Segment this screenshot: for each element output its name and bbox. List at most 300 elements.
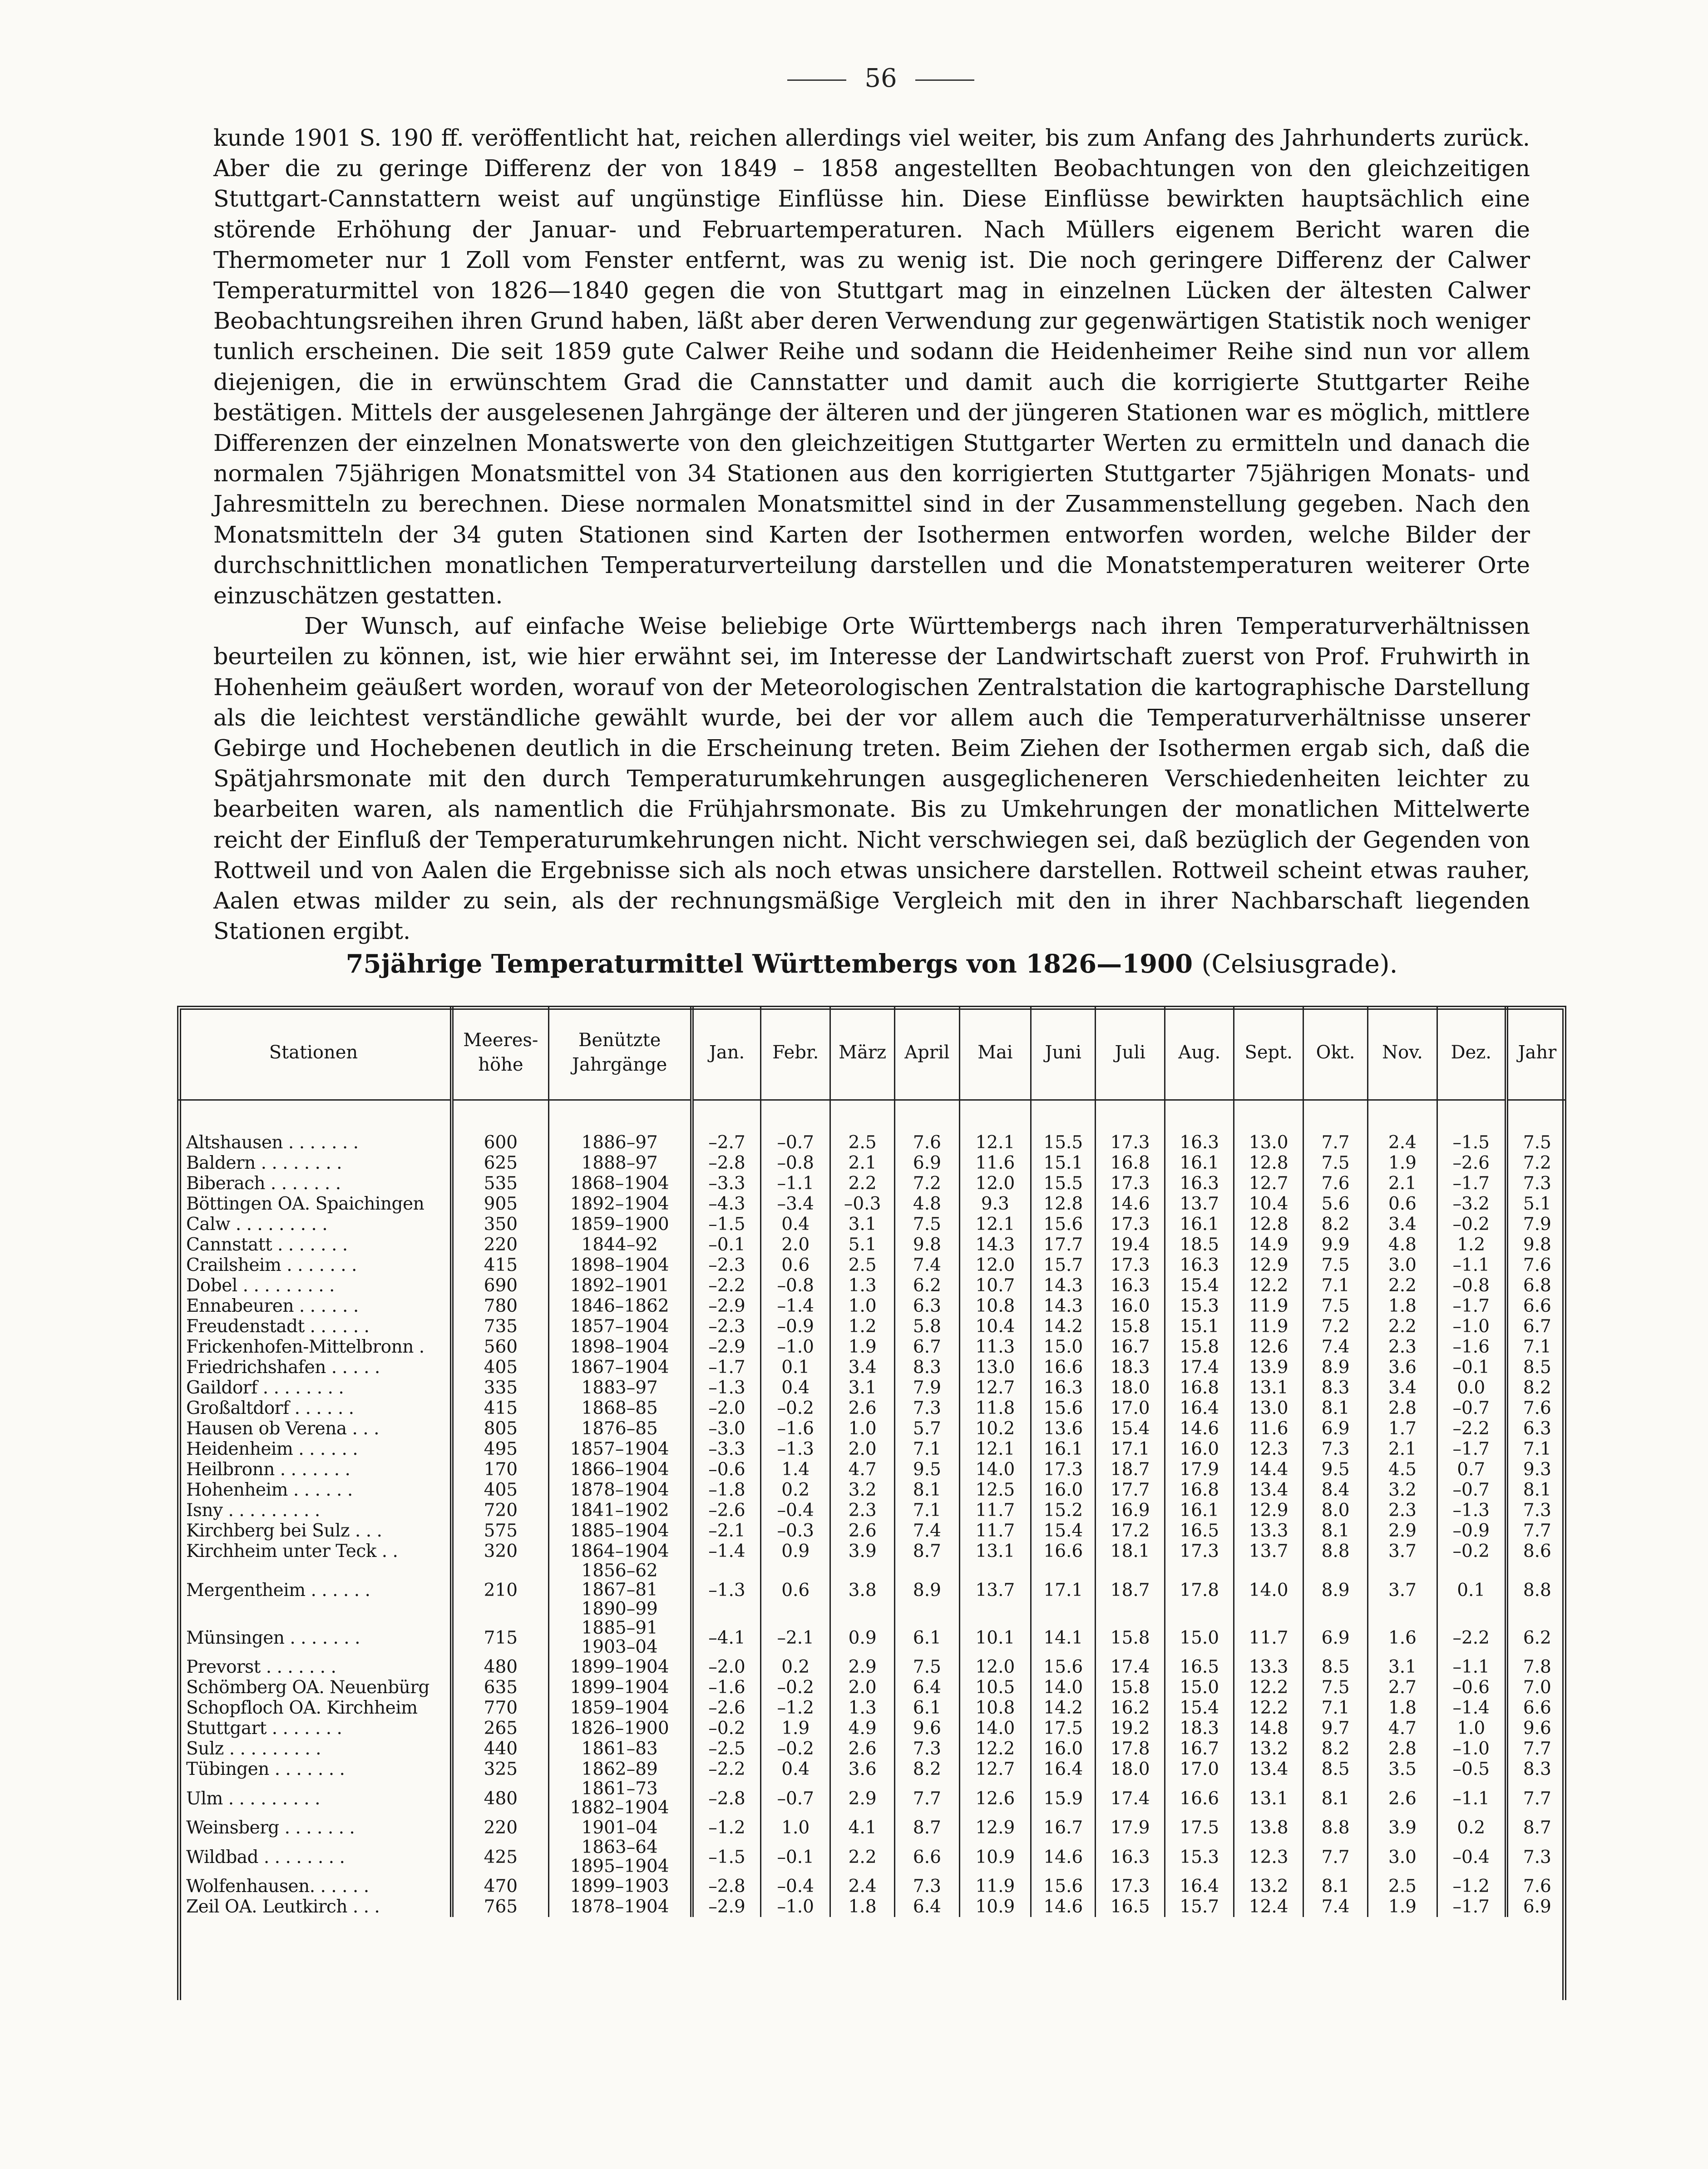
temperature-cell: –2.2	[1437, 1619, 1506, 1657]
station-name: Isny . . . . . . . . .	[186, 1500, 320, 1521]
temperature-cell: 13.1	[1234, 1779, 1303, 1818]
temperature-cell: 3.0	[1368, 1838, 1437, 1876]
temperature-cell: 8.6	[1506, 1541, 1566, 1561]
station-name: Weinsberg . . . . . . .	[186, 1818, 355, 1838]
temperature-cell: 8.0	[1303, 1500, 1367, 1521]
temperature-cell: 8.5	[1303, 1759, 1367, 1779]
spacer-cell	[1031, 1100, 1096, 1133]
temperature-cell: 16.3	[1165, 1255, 1234, 1275]
temperature-cell: 3.5	[1368, 1759, 1437, 1779]
temperature-cell: 15.8	[1096, 1316, 1165, 1337]
temperature-cell: 0.4	[761, 1378, 830, 1398]
temperature-cell: 16.4	[1165, 1876, 1234, 1897]
temperature-cell: 4.1	[830, 1818, 894, 1838]
column-header: Juni	[1031, 1006, 1096, 1100]
temperature-cell: 3.1	[1368, 1657, 1437, 1677]
years-line: 1895–1904	[570, 1856, 669, 1877]
temperature-cell: 15.4	[1096, 1418, 1165, 1439]
temperature-cell: 1.0	[761, 1818, 830, 1838]
temperature-cell: 11.9	[959, 1876, 1031, 1897]
station-name: Sulz . . . . . . . . .	[186, 1739, 321, 1759]
temperature-cell: 16.3	[1096, 1275, 1165, 1296]
temperature-cell: 1.0	[830, 1296, 894, 1316]
temperature-cell: 2.1	[830, 1153, 894, 1173]
temperature-cell: 2.9	[830, 1779, 894, 1818]
temperature-cell: 7.3	[895, 1876, 959, 1897]
table-row	[177, 1541, 1566, 1561]
temperature-cell: 15.6	[1031, 1398, 1096, 1418]
temperature-cell: 2.4	[1368, 1132, 1437, 1153]
temperature-cell: 3.8	[830, 1561, 894, 1619]
temperature-cell: 17.3	[1096, 1255, 1165, 1275]
temperature-cell: –1.3	[1437, 1500, 1506, 1521]
temperature-cell: 8.8	[1506, 1561, 1566, 1619]
years-line: 1890–99	[581, 1599, 658, 1619]
temperature-cell: 0.9	[830, 1619, 894, 1657]
elevation-cell: 415	[452, 1398, 548, 1418]
temperature-cell: –0.2	[761, 1398, 830, 1418]
temperature-cell: 1.9	[761, 1718, 830, 1739]
temperature-cell: 16.2	[1096, 1698, 1165, 1718]
temperature-cell: 14.8	[1234, 1718, 1303, 1739]
table-row	[177, 1818, 1566, 1838]
temperature-cell: –3.4	[761, 1194, 830, 1214]
temperature-cell: 18.0	[1096, 1378, 1165, 1398]
temperature-cell: 3.7	[1368, 1561, 1437, 1619]
years-cell: 1898–1904	[548, 1255, 691, 1275]
temperature-cell: 11.3	[959, 1337, 1031, 1357]
temperature-cell: –4.1	[692, 1619, 761, 1657]
temperature-cell: 16.1	[1031, 1439, 1096, 1459]
temperature-cell: 15.6	[1031, 1214, 1096, 1235]
temperature-cell: –0.7	[761, 1132, 830, 1153]
temperature-cell: 6.1	[895, 1619, 959, 1657]
temperature-cell: –1.4	[761, 1296, 830, 1316]
elevation-cell: 320	[452, 1541, 548, 1561]
table-row	[177, 1296, 1566, 1316]
temperature-cell: 0.2	[1437, 1818, 1506, 1838]
years-cell: 1899–1904	[548, 1677, 691, 1698]
temperature-cell: 2.2	[1368, 1275, 1437, 1296]
temperature-cell: 11.9	[1234, 1296, 1303, 1316]
elevation-cell: 735	[452, 1316, 548, 1337]
temperature-cell: –0.9	[1437, 1521, 1506, 1541]
temperature-cell: 0.9	[761, 1541, 830, 1561]
temperature-cell: –3.3	[692, 1439, 761, 1459]
years-cell: 1864–1904	[548, 1541, 691, 1561]
temperature-cell: –0.2	[692, 1718, 761, 1739]
station-name: Kirchberg bei Sulz . . .	[186, 1521, 382, 1541]
temperature-cell: 8.5	[1303, 1657, 1367, 1677]
temperature-cell: 16.4	[1031, 1759, 1096, 1779]
years-cell: 1899–1903	[548, 1876, 691, 1897]
column-header: Jan.	[692, 1006, 761, 1100]
temperature-cell: 4.5	[1368, 1459, 1437, 1480]
column-header: Meeres-höhe	[452, 1006, 548, 1100]
elevation-cell: 405	[452, 1357, 548, 1378]
temperature-cell: 7.7	[1506, 1739, 1566, 1759]
elevation-cell: 325	[452, 1759, 548, 1779]
temperature-cell: 16.0	[1031, 1480, 1096, 1500]
temperature-cell: 8.2	[1506, 1378, 1566, 1398]
years-cell: 1844–92	[548, 1235, 691, 1255]
temperature-cell: 6.6	[1506, 1296, 1566, 1316]
temperature-cell: –1.3	[692, 1378, 761, 1398]
temperature-cell: 0.6	[761, 1255, 830, 1275]
years-cell: 1886–97	[548, 1132, 691, 1153]
temperature-cell: –2.1	[761, 1619, 830, 1657]
table-spacer-row	[177, 1100, 1566, 1133]
temperature-cell: 7.6	[1506, 1255, 1566, 1275]
spacer-cell	[1096, 1100, 1165, 1133]
temperature-cell: 14.0	[1031, 1677, 1096, 1698]
temperature-cell: 2.9	[1368, 1521, 1437, 1541]
temperature-cell: 2.5	[1368, 1876, 1437, 1897]
station-name: Friedrichshafen . . . . .	[186, 1357, 380, 1378]
table-row	[177, 1153, 1566, 1173]
temperature-cell: 2.5	[830, 1255, 894, 1275]
temperature-cell: 8.2	[1303, 1214, 1367, 1235]
temperature-cell: 16.7	[1096, 1337, 1165, 1357]
table-row	[177, 1759, 1566, 1779]
temperature-cell: –2.6	[692, 1500, 761, 1521]
spacer-cell	[1234, 1100, 1303, 1133]
temperature-cell: 17.4	[1165, 1357, 1234, 1378]
station-name: Tübingen . . . . . . .	[186, 1759, 345, 1779]
temperature-cell: 17.3	[1096, 1876, 1165, 1897]
temperature-cell: 7.1	[895, 1500, 959, 1521]
temperature-cell: –1.4	[692, 1541, 761, 1561]
temperature-cell: 2.0	[830, 1677, 894, 1698]
body-text	[213, 123, 1530, 946]
temperature-cell: 12.7	[959, 1378, 1031, 1398]
temperature-cell: 7.6	[1506, 1398, 1566, 1418]
column-header: März	[830, 1006, 894, 1100]
temperature-cell: 10.7	[959, 1275, 1031, 1296]
temperature-cell: 11.9	[1234, 1316, 1303, 1337]
temperature-cell: 7.1	[1303, 1698, 1367, 1718]
temperature-cell: 16.8	[1096, 1153, 1165, 1173]
table-body	[177, 1100, 1566, 1917]
temperature-cell: 6.4	[895, 1897, 959, 1917]
temperature-cell: 0.0	[1437, 1378, 1506, 1398]
temperature-cell: 1.7	[1368, 1418, 1437, 1439]
years-cell: 1885–1904	[548, 1521, 691, 1541]
table-row	[177, 1718, 1566, 1739]
temperature-cell: 8.2	[895, 1759, 959, 1779]
temperature-cell: 14.6	[1031, 1838, 1096, 1876]
table-row	[177, 1378, 1566, 1398]
years-line: 1863–64	[581, 1837, 658, 1858]
elevation-cell: 480	[452, 1657, 548, 1677]
spacer-cell	[1437, 1100, 1506, 1133]
temperature-cell: 6.3	[1506, 1418, 1566, 1439]
station-name: Schopfloch OA. Kirchheim	[186, 1698, 418, 1718]
temperature-cell: 6.7	[1506, 1316, 1566, 1337]
temperature-cell: 7.3	[1506, 1173, 1566, 1194]
table-row	[177, 1275, 1566, 1296]
temperature-cell: 17.3	[1096, 1214, 1165, 1235]
table-row	[177, 1255, 1566, 1275]
years-cell: 1878–1904	[548, 1897, 691, 1917]
temperature-cell: 16.6	[1031, 1357, 1096, 1378]
temperature-cell: 14.0	[1234, 1561, 1303, 1619]
elevation-cell: 495	[452, 1439, 548, 1459]
temperature-cell: 1.6	[1368, 1619, 1437, 1657]
temperature-cell: 12.5	[959, 1480, 1031, 1500]
years-cell	[548, 1838, 691, 1876]
temperature-cell: 2.3	[830, 1500, 894, 1521]
temperature-cell: 7.4	[1303, 1337, 1367, 1357]
temperature-cell: 3.4	[1368, 1214, 1437, 1235]
years-cell: 1883–97	[548, 1378, 691, 1398]
temperature-cell: 17.4	[1096, 1779, 1165, 1818]
temperature-cell: 8.3	[1303, 1378, 1367, 1398]
temperature-cell: –2.5	[692, 1739, 761, 1759]
temperature-cell: 15.1	[1165, 1316, 1234, 1337]
station-name: Heilbronn . . . . . . .	[186, 1459, 350, 1480]
temperature-cell: 15.8	[1096, 1619, 1165, 1657]
temperature-cell: 0.6	[761, 1561, 830, 1619]
temperature-cell: –1.2	[761, 1698, 830, 1718]
temperature-cell: –0.5	[1437, 1759, 1506, 1779]
temperature-cell: 8.1	[1303, 1779, 1367, 1818]
temperature-cell: 16.1	[1165, 1500, 1234, 1521]
elevation-cell: 470	[452, 1876, 548, 1897]
temperature-cell: 12.0	[959, 1657, 1031, 1677]
temperature-cell: 0.1	[1437, 1561, 1506, 1619]
column-header: Sept.	[1234, 1006, 1303, 1100]
table-row	[177, 1876, 1566, 1897]
table-row	[177, 1418, 1566, 1439]
temperature-cell: 7.5	[1303, 1296, 1367, 1316]
table-title-note: (Celsiusgrade).	[1201, 949, 1398, 979]
elevation-cell: 350	[452, 1214, 548, 1235]
temperature-cell: 12.7	[1234, 1173, 1303, 1194]
temperature-cell: –0.2	[761, 1677, 830, 1698]
temperature-cell: 15.0	[1165, 1677, 1234, 1698]
table-row	[177, 1337, 1566, 1357]
temperature-cell: 7.7	[1506, 1779, 1566, 1818]
years-cell: 1857–1904	[548, 1316, 691, 1337]
temperature-cell: 11.7	[959, 1500, 1031, 1521]
temperature-cell: 15.6	[1031, 1876, 1096, 1897]
temperature-cell: 15.2	[1031, 1500, 1096, 1521]
temperature-cell: 7.3	[895, 1398, 959, 1418]
temperature-cell: –0.9	[761, 1316, 830, 1337]
elevation-cell: 220	[452, 1818, 548, 1838]
temperature-cell: 7.4	[1303, 1897, 1367, 1917]
temperature-cell: 8.3	[895, 1357, 959, 1378]
temperature-cell: 13.3	[1234, 1657, 1303, 1677]
station-name: Wildbad . . . . . . . .	[186, 1847, 345, 1868]
temperature-cell: 17.0	[1096, 1398, 1165, 1418]
temperature-cell: 13.2	[1234, 1876, 1303, 1897]
temperature-cell: 16.5	[1096, 1897, 1165, 1917]
temperature-cell: 5.1	[1506, 1194, 1566, 1214]
temperature-cell: 2.8	[1368, 1739, 1437, 1759]
temperature-cell: 10.2	[959, 1418, 1031, 1439]
temperature-cell: 15.8	[1096, 1677, 1165, 1698]
temperature-cell: 7.6	[1506, 1876, 1566, 1897]
temperature-cell: 12.0	[959, 1255, 1031, 1275]
temperature-cell: 12.2	[1234, 1698, 1303, 1718]
temperature-cell: –2.3	[692, 1255, 761, 1275]
spacer-cell	[1506, 1100, 1566, 1133]
temperature-cell: 12.3	[1234, 1439, 1303, 1459]
temperature-cell: 17.5	[1165, 1818, 1234, 1838]
spacer-cell	[1303, 1100, 1367, 1133]
temperature-cell: 17.1	[1031, 1561, 1096, 1619]
page-number-dash-left	[787, 79, 846, 81]
spacer-cell	[761, 1100, 830, 1133]
temperature-cell: 9.9	[1303, 1235, 1367, 1255]
temperature-cell: –1.1	[761, 1173, 830, 1194]
column-header: Stationen	[177, 1006, 452, 1100]
temperature-cell: –0.4	[1437, 1838, 1506, 1876]
temperature-cell: 2.3	[1368, 1500, 1437, 1521]
temperature-cell: 16.3	[1096, 1838, 1165, 1876]
station-name: Böttingen OA. Spaichingen	[186, 1194, 425, 1214]
temperature-cell: 3.2	[1368, 1480, 1437, 1500]
station-name: Gaildorf . . . . . . . .	[186, 1378, 344, 1398]
column-header: Dez.	[1437, 1006, 1506, 1100]
temperature-cell: 6.9	[1303, 1418, 1367, 1439]
temperature-cell: 2.6	[1368, 1779, 1437, 1818]
temperature-cell: –2.2	[692, 1275, 761, 1296]
temperature-cell: 7.5	[895, 1214, 959, 1235]
temperature-cell: 7.6	[1303, 1173, 1367, 1194]
temperature-cell: –1.0	[761, 1897, 830, 1917]
years-cell: 1862–89	[548, 1759, 691, 1779]
temperature-cell: –2.9	[692, 1337, 761, 1357]
spacer-cell	[177, 1100, 452, 1133]
spacer-cell	[1165, 1100, 1234, 1133]
years-line: 1856–62	[581, 1561, 658, 1581]
temperature-cell: 17.2	[1096, 1521, 1165, 1541]
temperature-cell: 18.1	[1096, 1541, 1165, 1561]
years-cell: 1866–1904	[548, 1459, 691, 1480]
years-line: 1882–1904	[570, 1798, 669, 1818]
temperature-cell: –4.3	[692, 1194, 761, 1214]
temperature-cell: 12.1	[959, 1439, 1031, 1459]
temperature-cell: 1.8	[1368, 1698, 1437, 1718]
temperature-cell: 7.7	[1303, 1838, 1367, 1876]
elevation-cell: 265	[452, 1718, 548, 1739]
station-name: Münsingen . . . . . . .	[186, 1627, 360, 1648]
temperature-cell: –1.7	[692, 1357, 761, 1378]
temperature-cell: –2.8	[692, 1779, 761, 1818]
temperature-cell: 1.0	[830, 1418, 894, 1439]
temperature-cell: 15.4	[1031, 1521, 1096, 1541]
table-row	[177, 1779, 1566, 1818]
temperature-cell: –0.4	[761, 1500, 830, 1521]
temperature-cell: –1.7	[1437, 1897, 1506, 1917]
temperature-cell: 4.7	[1368, 1718, 1437, 1739]
temperature-cell: 6.9	[895, 1153, 959, 1173]
temperature-cell: 8.9	[895, 1561, 959, 1619]
temperature-cell: –0.2	[1437, 1541, 1506, 1561]
temperature-cell: 12.6	[1234, 1337, 1303, 1357]
temperature-cell: 12.6	[959, 1779, 1031, 1818]
temperature-cell: 13.4	[1234, 1759, 1303, 1779]
temperature-cell: 16.1	[1165, 1153, 1234, 1173]
years-cell: 1892–1901	[548, 1275, 691, 1296]
temperature-cell: 18.7	[1096, 1561, 1165, 1619]
temperature-cell: 9.7	[1303, 1718, 1367, 1739]
years-cell: 1901–04	[548, 1818, 691, 1838]
temperature-cell: 7.3	[1506, 1838, 1566, 1876]
years-cell: 1841–1902	[548, 1500, 691, 1521]
years-cell: 1859–1900	[548, 1214, 691, 1235]
elevation-cell: 220	[452, 1235, 548, 1255]
temperature-cell: 3.7	[1368, 1541, 1437, 1561]
temperature-cell: 2.9	[830, 1657, 894, 1677]
table-row	[177, 1194, 1566, 1214]
temperature-cell: –1.3	[692, 1561, 761, 1619]
station-name: Hausen ob Verena . . .	[186, 1418, 379, 1439]
station-name: Schömberg OA. Neuenbürg	[186, 1677, 429, 1698]
temperature-cell: 16.5	[1165, 1657, 1234, 1677]
temperature-cell: 18.0	[1096, 1759, 1165, 1779]
years-cell: 1898–1904	[548, 1337, 691, 1357]
temperature-cell: 6.4	[895, 1677, 959, 1698]
temperature-cell: 1.8	[1368, 1296, 1437, 1316]
station-name: Baldern . . . . . . . .	[186, 1153, 342, 1173]
temperature-cell: 12.9	[959, 1818, 1031, 1838]
temperature-cell: 16.8	[1165, 1378, 1234, 1398]
temperature-cell: 0.7	[1437, 1459, 1506, 1480]
table-row	[177, 1657, 1566, 1677]
elevation-cell: 625	[452, 1153, 548, 1173]
years-cell: 1868–85	[548, 1398, 691, 1418]
temperature-cell: –0.1	[1437, 1357, 1506, 1378]
temperature-cell: 9.5	[1303, 1459, 1367, 1480]
temperature-cell: 10.4	[959, 1316, 1031, 1337]
temperature-cell: –0.2	[761, 1739, 830, 1759]
temperature-cell: 14.4	[1234, 1459, 1303, 1480]
temperature-cell: 16.3	[1165, 1173, 1234, 1194]
temperature-cell: –2.2	[692, 1759, 761, 1779]
temperature-cell: 8.7	[1506, 1818, 1566, 1838]
temperature-cell: 1.9	[1368, 1153, 1437, 1173]
temperature-cell: –1.0	[1437, 1316, 1506, 1337]
temperature-cell: 9.8	[1506, 1235, 1566, 1255]
temperature-cell: 2.1	[1368, 1173, 1437, 1194]
temperature-cell: 14.3	[959, 1235, 1031, 1255]
temperature-cell: 13.0	[1234, 1398, 1303, 1418]
temperature-cell: 14.1	[1031, 1619, 1096, 1657]
temperature-cell: 8.8	[1303, 1818, 1367, 1838]
temperature-cell: –3.0	[692, 1418, 761, 1439]
page-number	[722, 64, 1040, 93]
temperature-cell: –0.6	[692, 1459, 761, 1480]
temperature-cell: 16.6	[1031, 1541, 1096, 1561]
temperature-cell: 2.0	[761, 1235, 830, 1255]
temperature-cell: –2.9	[692, 1296, 761, 1316]
temperature-cell: 11.7	[1234, 1619, 1303, 1657]
temperature-cell: 2.3	[1368, 1337, 1437, 1357]
temperature-cell: 3.9	[1368, 1818, 1437, 1838]
years-cell: 1899–1904	[548, 1657, 691, 1677]
elevation-cell: 170	[452, 1459, 548, 1480]
temperature-cell: –0.2	[1437, 1214, 1506, 1235]
temperature-cell: –1.3	[761, 1439, 830, 1459]
temperature-cell: 7.1	[895, 1439, 959, 1459]
column-header: Okt.	[1303, 1006, 1367, 1100]
temperature-cell: –2.2	[1437, 1418, 1506, 1439]
temperature-cell: 8.3	[1506, 1759, 1566, 1779]
